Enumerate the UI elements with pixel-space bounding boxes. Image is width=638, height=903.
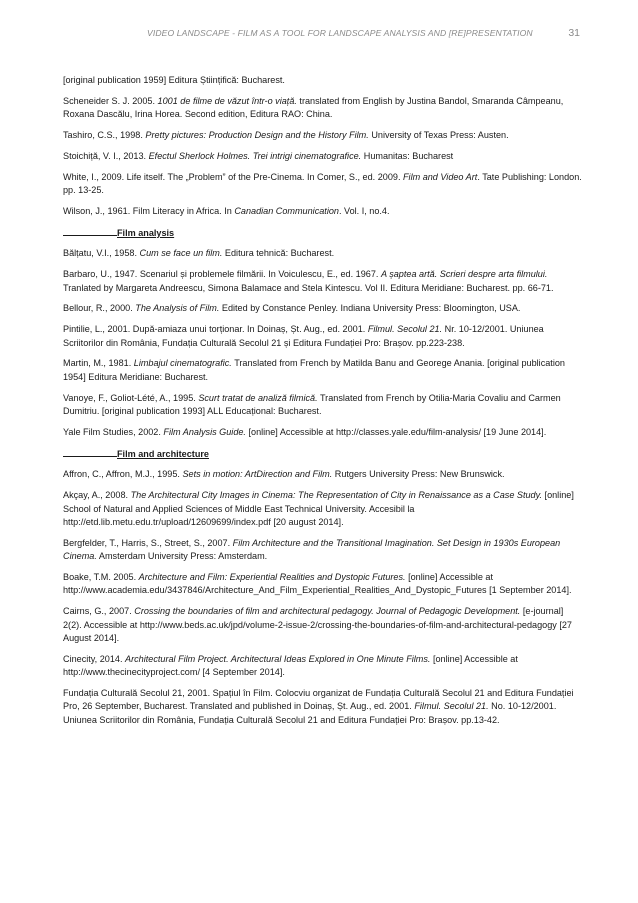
reference-entry: [63, 357, 583, 384]
reference-text: No. 10-12/2001. Uniunea Scriitorilor din România, Fundația Culturală Secolul 21 and Editura Fundației Pro: Brașov. pp.13-42.: [63, 701, 557, 725]
reference-entry: [63, 150, 583, 163]
reference-text: . Tate Publishing: London. pp. 13-25.: [63, 171, 582, 195]
reference-entry: [63, 171, 583, 198]
heading-underline-rule: [63, 447, 117, 457]
reference-text: [online] School of Natural and Applied Sciences of Middle East Technical University. Accesibil la http://etd.lib.metu.edu.tr/upload/12609699/index.pdf [20 august 2014].: [63, 490, 574, 527]
reference-text: Fundația Culturală Secolul 21, 2001. Spațiul în Film. Colocviu organizat de Fundația Culturală Secolul 21 and Editura Fundației Pro, 26 September, Bucharest. Translated and published in Doinaș, Șt. Aug., ed. 2001.: [63, 688, 574, 712]
reference-title-italic: Filmul. Secolul 21.: [367, 324, 443, 335]
reference-entry: [63, 205, 583, 218]
reference-entry: [63, 605, 583, 645]
reference-title-italic: A șaptea artă. Scrieri despre arta filmului.: [380, 269, 548, 280]
reference-text: . Vol. I, no.4.: [338, 205, 390, 216]
reference-text: Stoichiță, V. I., 2013.: [63, 150, 149, 161]
reference-text: Translated from French by Matilda Banu and Georege Anania. [original publication 1954] Editura Meridiane: Bucharest.: [63, 358, 565, 382]
page-header: [0, 28, 638, 44]
reference-text: Bellour, R., 2000.: [63, 303, 136, 314]
reference-text: Amsterdam University Press: Amsterdam.: [96, 551, 268, 562]
reference-title-italic: The Architectural City Images in Cinema: The Representation of City in Renaissance as a Case Study.: [130, 490, 543, 501]
reference-text: [online] Accessible at http://www.thecinecityproject.com/ [4 September 2014].: [63, 653, 518, 678]
reference-text: Pintilie, L., 2001. După-amiaza unui torționar. In Doinaș, Șt. Aug., ed. 2001.: [63, 324, 368, 335]
reference-text: Martin, M., 1981.: [63, 358, 134, 369]
reference-entry: [63, 468, 583, 481]
reference-text: Yale Film Studies, 2002.: [63, 426, 164, 437]
reference-text: [original publication 1959] Editura Științifică: Bucharest.: [63, 75, 285, 85]
reference-title-italic: Film Analysis Guide.: [163, 426, 246, 437]
page-number: 31: [568, 27, 580, 39]
heading-underline-rule: [63, 226, 117, 236]
section-heading: [63, 226, 583, 240]
reference-entry: [63, 392, 583, 419]
reference-title-italic: Efectul Sherlock Holmes. Trei intrigi cinematografice.: [148, 150, 362, 161]
reference-text: Boake, T.M. 2005.: [63, 572, 139, 582]
reference-entry: [63, 687, 583, 727]
reference-entry: [63, 95, 583, 122]
reference-text: Vanoye, F., Goliot-Lété, A., 1995.: [63, 392, 199, 403]
reference-text: Editura tehnică: Bucharest.: [222, 248, 335, 259]
reference-text: Wilson, J., 1961. Film Literacy in Africa. In: [63, 205, 235, 216]
reference-entry: [63, 247, 583, 260]
reference-text: [e-journal] 2(2). Accessible at http://www.beds.ac.uk/jpd/volume-2-issue-2/crossing-the-boundaries-of-film-and-architectural-pedagogy [27 August 2014].: [63, 606, 572, 644]
reference-title-italic: Pretty pictures: Production Design and the History Film.: [145, 130, 369, 140]
reference-title-italic: Crossing the boundaries of film and architectural pedagogy. Journal of Pedagogic Development.: [134, 606, 521, 617]
reference-text: [online] Accessible at http://classes.yale.edu/film-analysis/ [19 June 2014].: [245, 426, 547, 437]
reference-entry: [63, 653, 583, 680]
reference-entry: [63, 323, 583, 350]
reference-title-italic: Architecture and Film: Experiential Realities and Dystopic Futures.: [138, 572, 406, 582]
reference-text: Bergfelder, T., Harris, S., Street, S., 2007.: [63, 537, 233, 548]
reference-entry: [63, 129, 583, 142]
reference-entry: [63, 537, 583, 564]
reference-text: Akçay, A., 2008.: [63, 490, 131, 501]
reference-title-italic: Film and Video Art: [403, 171, 478, 182]
reference-text: translated from English by Justina Bandol, Smaranda Câmpeanu, Roxana Dascălu, Irina Horea. Second edition, Editura RAO: China.: [63, 95, 564, 120]
reference-title-italic: Scurt tratat de analiză filmică.: [198, 392, 318, 403]
reference-text: Cinecity, 2014.: [63, 653, 126, 664]
reference-title-italic: Sets in motion: ArtDirection and Film.: [182, 469, 333, 480]
reference-title-italic: Architectural Film Project. Architectural Ideas Explored in One Minute Films.: [125, 653, 431, 664]
reference-text: Bălțatu, V.I., 1958.: [63, 248, 140, 259]
reference-text: University of Texas Press: Austen.: [368, 130, 509, 140]
running-header-title: VIDEO LANDSCAPE - FILM AS A TOOL FOR LANDSCAPE ANALYSIS AND [RE]PRESENTATION: [147, 28, 533, 38]
reference-text: Scheneider S. J. 2005.: [63, 95, 158, 106]
reference-text: Tranlated by Margareta Andreescu, Simona Balamace and Stela Kintescu. Vol II. Editura Meridiane: Bucharest. pp. 66-71.: [63, 282, 554, 293]
reference-text: Cairns, G., 2007.: [63, 606, 135, 617]
bibliography-content: [63, 74, 583, 735]
reference-text: Affron, C., Affron, M.J., 1995.: [63, 469, 183, 480]
reference-title-italic: Canadian Communication: [234, 205, 339, 216]
reference-entry: [63, 268, 583, 295]
reference-text: Barbaro, U., 1947. Scenariul și problemele filmării. In Voiculescu, E., ed. 1967.: [63, 269, 381, 280]
reference-text: Translated from French by Otilia-Maria Covaliu and Carmen Dumitriu. [original publication 1993] ALL Educațional: Bucharest.: [63, 392, 561, 416]
reference-text: White, I., 2009. Life itself. The „Problem” of the Pre-Cinema. In Comer, S., ed. 2009.: [63, 171, 403, 182]
reference-entry: [63, 571, 583, 598]
reference-entry: [63, 302, 583, 315]
reference-text: [online] Accessible at http://www.academia.edu/3437846/Architecture_And_Film_Experiential_Realities_And_Dystopic_Futures [1 September 2014].: [63, 572, 572, 596]
section-heading: [63, 447, 583, 461]
reference-text: Nr. 10-12/2001. Uniunea Scriitorilor din România, Fundația Culturală Secolul 21 și Editura Fundației Pro: Brașov. pp.223-238.: [63, 324, 544, 348]
reference-text: Tashiro, C.S., 1998.: [63, 130, 146, 140]
reference-title-italic: The Analysis of Film.: [135, 303, 220, 314]
reference-title-italic: Cum se face un film.: [139, 248, 223, 259]
reference-text: Rutgers University Press: New Brunswick.: [332, 469, 505, 480]
reference-entry: [63, 426, 583, 439]
reference-entry: [63, 74, 583, 87]
section-heading-label: Film analysis: [117, 227, 175, 238]
reference-title-italic: Film Architecture and the Transitional Imagination. Set Design in 1930s European Cinema.: [63, 537, 561, 562]
reference-text: Edited by Constance Penley. Indiana University Press: Bloomington, USA.: [219, 303, 521, 314]
reference-title-italic: Filmul. Secolul 21.: [414, 701, 489, 712]
section-heading-label: Film and architecture: [117, 448, 209, 459]
reference-text: Humanitas: Bucharest: [361, 150, 454, 161]
reference-entry: [63, 489, 583, 529]
reference-title-italic: 1001 de filme de văzut într-o viață.: [157, 95, 297, 106]
reference-title-italic: Limbajul cinematografic.: [133, 358, 232, 369]
